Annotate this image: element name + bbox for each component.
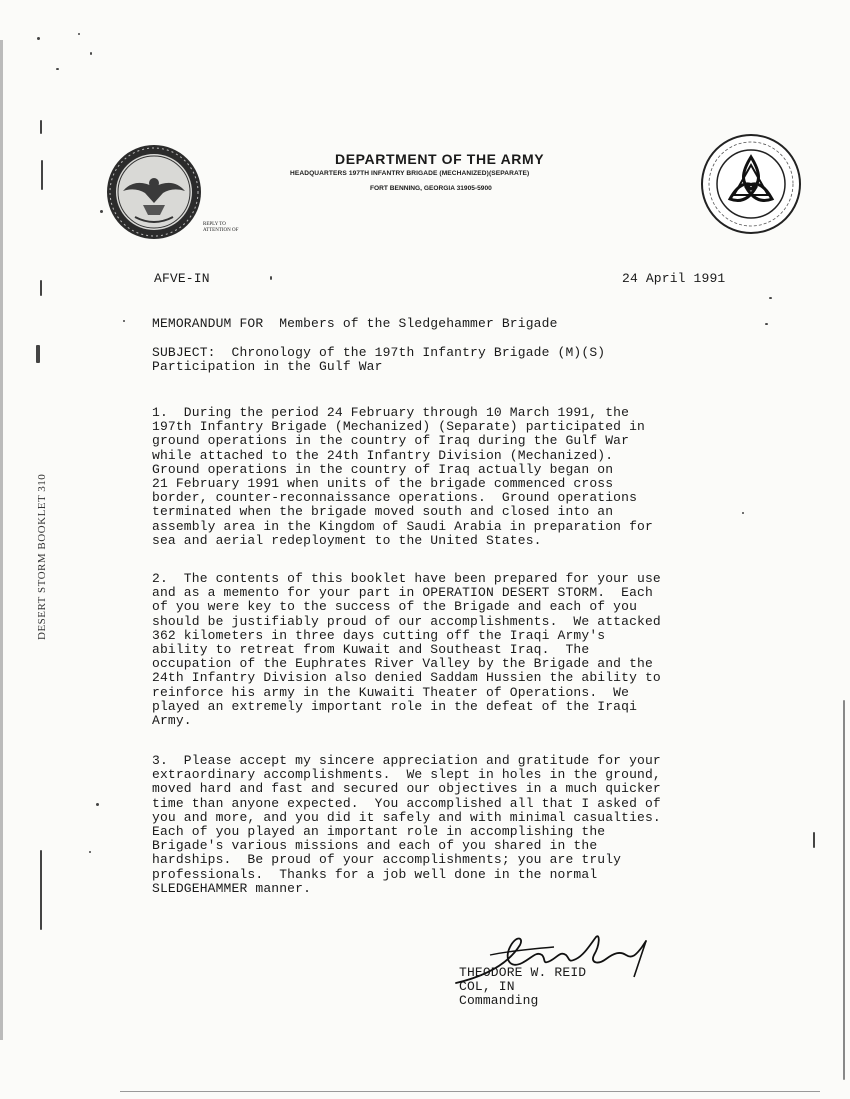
paragraph-line: 362 kilometers in three days cutting off the Iraqi Army's xyxy=(152,627,606,643)
scan-speck xyxy=(813,832,815,848)
scan-speck xyxy=(40,850,42,930)
paragraph-line: 197th Infantry Brigade (Mechanized) (Separate) participated in xyxy=(152,419,645,435)
scan-speck xyxy=(37,37,40,40)
letterhead-subtitle: HEADQUARTERS 197TH INFANTRY BRIGADE (MECHANIZED)(SEPARATE) xyxy=(290,170,530,177)
paragraph-line: 21 February 1991 when units of the brigade commenced cross xyxy=(152,476,614,492)
reply-to-line1: REPLY TO xyxy=(203,222,226,227)
paragraph-line: of you were key to the success of the Brigade and each of you xyxy=(152,599,638,615)
scan-speck xyxy=(100,210,103,213)
scan-speck xyxy=(120,1091,820,1092)
scan-speck xyxy=(843,700,845,1080)
dod-seal xyxy=(105,143,203,241)
paragraph-line: Each of you played an important role in accomplishing the xyxy=(152,824,606,840)
bicentennial-seal xyxy=(700,133,802,235)
side-margin-text: DESERT STORM BOOKLET 310 xyxy=(36,473,48,640)
paragraph-line: 1. During the period 24 February through 10 March 1991, the xyxy=(152,405,630,420)
scan-speck xyxy=(41,160,43,190)
paragraph-line: time than anyone expected. You accomplished all that I asked of xyxy=(152,795,661,811)
memo-date: 24 April 1991 xyxy=(622,271,726,286)
paragraph-line: assembly area in the Kingdom of Saudi Arabia in preparation for xyxy=(152,518,653,534)
scan-speck xyxy=(96,803,99,806)
office-symbol: AFVE-IN xyxy=(154,271,210,286)
signer-rank: COL, IN xyxy=(459,979,515,995)
scan-speck xyxy=(0,40,3,1040)
paragraph-line: Ground operations in the country of Iraq actually began on xyxy=(152,461,614,477)
reply-to-line2: ATTENTION OF xyxy=(203,228,239,233)
scan-speck xyxy=(90,52,92,55)
paragraph-line: you and more, and you did it safely and with minimal casualties. xyxy=(152,809,661,825)
paragraph-line: 3. Please accept my sincere appreciation and gratitude for your xyxy=(152,753,661,768)
paragraph-line: Brigade's various missions and each of you shared in the xyxy=(152,838,598,854)
letterhead-address: FORT BENNING, GEORGIA 31905-5900 xyxy=(370,185,492,192)
paragraph-line: occupation of the Euphrates River Valley by the Brigade and the xyxy=(152,656,653,672)
paragraph-line: extraordinary accomplishments. We slept in holes in the ground, xyxy=(152,767,661,783)
subject-line: SUBJECT: Chronology of the 197th Infantry Brigade (M)(S) xyxy=(152,345,606,360)
paragraph-line: 24th Infantry Division also denied Saddam Hussien the ability to xyxy=(152,670,661,686)
subject-line: Participation in the Gulf War xyxy=(152,359,383,375)
memorandum-for: MEMORANDUM FOR Members of the Sledgehammer Brigade xyxy=(152,316,558,331)
scan-speck xyxy=(36,345,40,363)
signer-title: Commanding xyxy=(459,993,539,1009)
scan-speck xyxy=(40,120,42,134)
signer-name: THEODORE W. REID xyxy=(459,965,587,980)
paragraph-line: 2. The contents of this booklet have been prepared for your use xyxy=(152,571,661,586)
scan-speck xyxy=(56,68,59,70)
paragraph-2 xyxy=(152,572,661,728)
letterhead-title: DEPARTMENT OF THE ARMY xyxy=(335,151,545,167)
paragraph-line: while attached to the 24th Infantry Division (Mechanized). xyxy=(152,447,614,463)
paragraph-line: ground operations in the country of Iraq during the Gulf War xyxy=(152,433,630,449)
scan-speck xyxy=(89,851,91,853)
signature-block xyxy=(459,966,586,1009)
paragraph-line: moved hard and fast and secured our objectives in a much quicker xyxy=(152,781,661,797)
reply-to xyxy=(203,222,243,234)
scan-speck xyxy=(78,33,80,35)
paragraph-line: hardships. Be proud of your accomplishments; you are truly xyxy=(152,852,622,868)
paragraph-1 xyxy=(152,406,653,548)
subject xyxy=(152,346,605,374)
scan-speck xyxy=(270,276,272,280)
paragraph-line: and as a memento for your part in OPERATION DESERT STORM. Each xyxy=(152,585,653,601)
paragraph-line: professionals. Thanks for a job well done in the normal xyxy=(152,866,598,882)
paragraph-line: sea and aerial redeployment to the United States. xyxy=(152,532,542,548)
paragraph-3 xyxy=(152,754,661,896)
paragraph-line: ability to retreat from Kuwait and Southeast Iraq. The xyxy=(152,642,590,658)
paragraph-line: played an extremely important role in the defeat of the Iraqi xyxy=(152,698,638,714)
paragraph-line: should be justifiably proud of our accomplishments. We attacked xyxy=(152,613,661,629)
scan-speck xyxy=(765,323,768,325)
paragraph-line: terminated when the brigade moved south and closed into an xyxy=(152,504,614,520)
paragraph-line: SLEDGEHAMMER manner. xyxy=(152,880,312,896)
scan-speck xyxy=(123,320,125,322)
paragraph-line: border, counter-reconnaissance operations. Ground operations xyxy=(152,490,638,506)
scan-speck xyxy=(40,280,42,296)
scan-speck xyxy=(769,297,772,299)
paragraph-line: Army. xyxy=(152,713,192,729)
paragraph-line: reinforce his army in the Kuwaiti Theater of Operations. We xyxy=(152,684,630,700)
scan-speck xyxy=(742,512,744,514)
